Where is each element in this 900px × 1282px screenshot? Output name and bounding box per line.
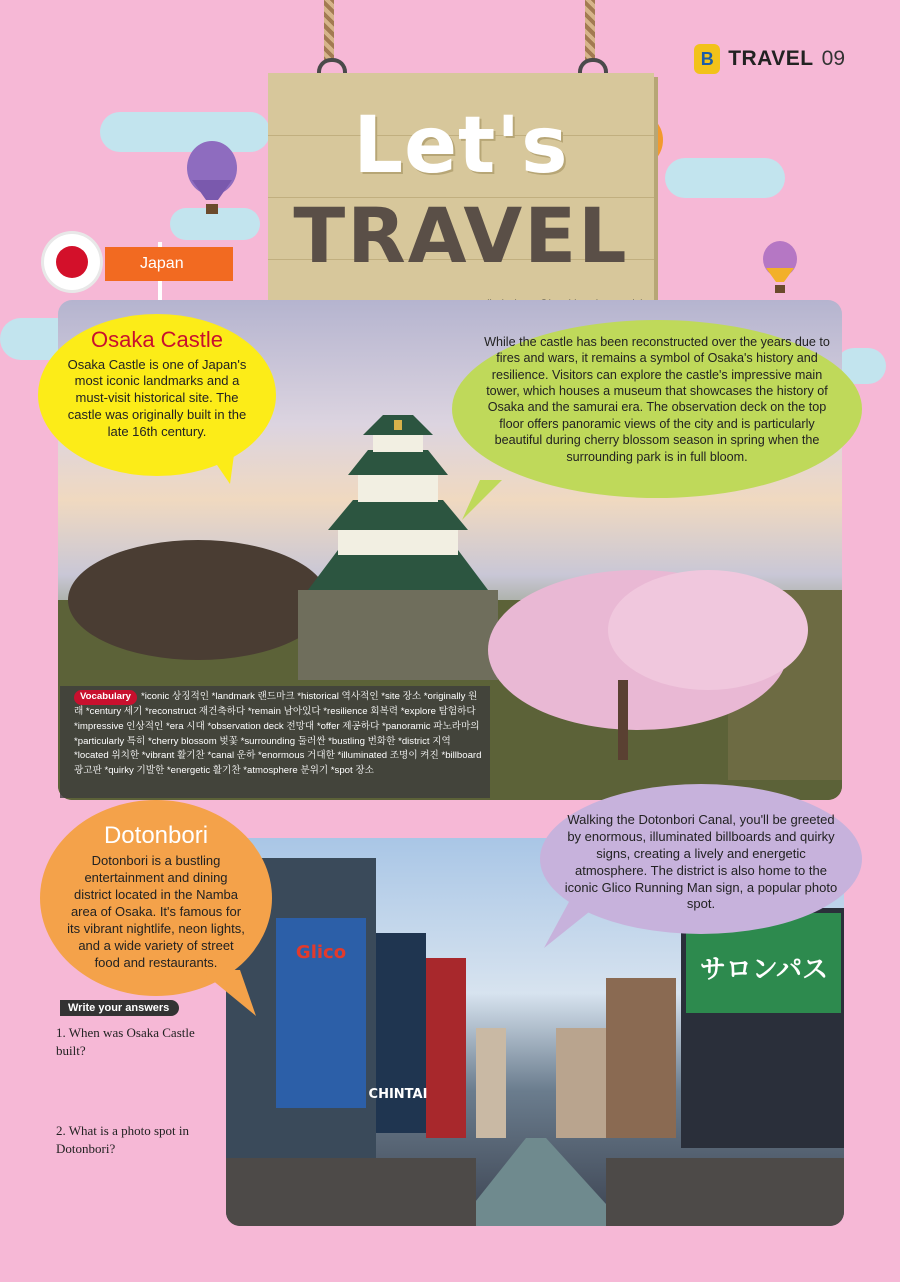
bubble-tail [462, 480, 502, 526]
page-header [694, 44, 845, 74]
question-1: 1. When was Osaka Castle built? [56, 1025, 195, 1058]
cloud-decoration [665, 158, 785, 198]
write-answers-tag: Write your answers [60, 1000, 179, 1016]
page-number: 09 [821, 47, 845, 70]
question-2: 2. What is a photo spot in Dotonbori? [56, 1123, 190, 1156]
dotonbori-intro-text: Dotonbori is a bustling entertainment and dining district located in the Namba area of Osaka. It's famous for its vibrant nightlife, neon lights, and a wide variety of street food and restaurants. [67, 853, 245, 970]
osaka-title: Osaka Castle [90, 327, 224, 352]
osaka-intro-text: Osaka Castle is one of Japan's most iconic landmarks and a must-visit historical site. The castle was originally built in the late 16th century. [67, 356, 247, 440]
country-sign [40, 232, 240, 302]
japan-flag-icon [44, 234, 100, 290]
country-label: Japan [140, 255, 184, 272]
dotonbori-intro-bubble [40, 800, 272, 996]
magazine-logo: B [694, 44, 720, 74]
title-line-1: Let's [353, 101, 569, 191]
dotonbori-detail-text: Walking the Dotonbori Canal, you'll be greeted by enormous, illuminated billboards and quirky signs, creating a lively and energetic atmosphere. The district is also home to the iconic Glico Running Man sign, a popular photo spot. [564, 812, 838, 912]
title-sign [268, 73, 654, 320]
bubble-tail [200, 440, 240, 486]
salonpas-sign: サロンパス [699, 955, 829, 985]
vocabulary-tag: Vocabulary [74, 690, 137, 705]
sign-rope [324, 0, 334, 62]
bubble-tail [544, 900, 604, 950]
glico-sign: Glico [295, 942, 347, 963]
osaka-detail-bubble [452, 320, 862, 498]
cloud-decoration [100, 112, 270, 152]
vocabulary-text: *iconic 상징적인 *landmark 랜드마크 *historical 역사적인 *site 장소 *originally 원래 *century 세기 *reconstruct 재건축하다 *remain 남아있다 *resilience 회복력 *explore 탐험하다 *impressive 인상적인 *era 시대 *observation deck 전망대 *offer 제공하다 *panoramic 파노라마의 *particularly 특히 *cherry blossom 벚꽃 *surrounding 둘러싼 *bustling 번화한 *district 지역 *located 위치한 *vibrant 활기찬 *canal 운하 *enormous 거대한 *illuminated 조명이 켜진 *billboard 광고판 *quirky 기발한 *energetic 활기찬 *atmosphere 분위기 *spot 장소 [74, 691, 482, 777]
chintai-sign: CHINTAI [368, 1087, 428, 1102]
osaka-intro-bubble [38, 314, 276, 476]
dotonbori-title: Dotonbori [103, 822, 209, 849]
osaka-detail-text: While the castle has been reconstructed over the years due to fires and wars, it remains a symbol of Osaka's history and resilience. Visitors can explore the castle's impressive main tower, which houses a museum that showcases the history of Osaka and the samurai era. The observation deck on the top floor offers panoramic views of the city and is particularly beautiful during cherry blossom season in spring when the surrounding park is in full bloom. [484, 335, 830, 464]
hot-air-balloon-icon [186, 140, 238, 218]
bubble-tail [200, 970, 260, 1020]
hot-air-balloon-icon [762, 240, 798, 296]
sign-rope [585, 0, 595, 62]
title-line-2: TRAVEL [293, 191, 629, 280]
section-title: TRAVEL [728, 47, 814, 70]
vocabulary-box [60, 686, 490, 798]
